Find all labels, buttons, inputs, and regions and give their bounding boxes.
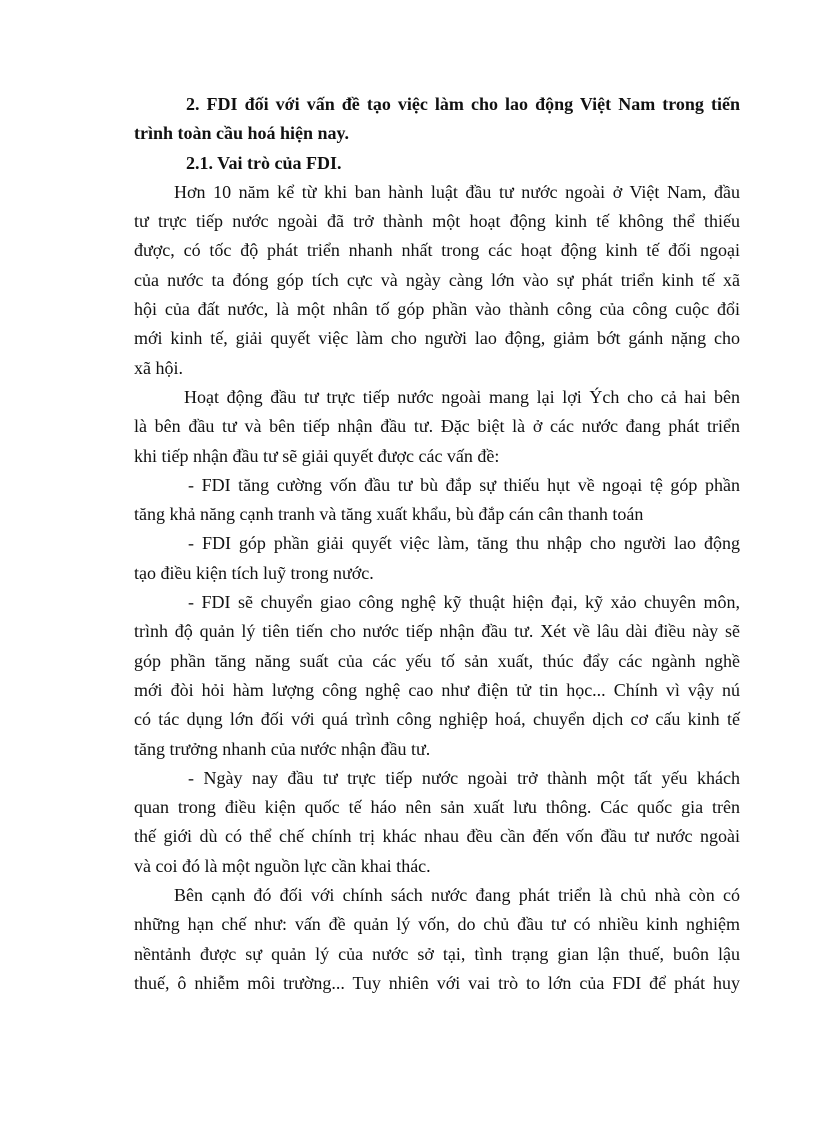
text-line: tạo điều kiện tích luỹ trong nước. — [134, 562, 374, 583]
section-heading-line-1: 2. FDI đối với vấn đề tạo việc làm cho lao động Việt Nam trong tiến — [186, 94, 740, 114]
text-line: Bên cạnh đó đối với chính sách nước đang phát triển là chủ nhà còn có — [174, 885, 740, 906]
text-line: - FDI sẽ chuyển giao công nghệ kỹ thuật hiện đại, kỹ xảo chuyên môn, — [188, 592, 740, 613]
document-page — [134, 90, 740, 998]
text-line: - FDI tăng cường vốn đầu tư bù đắp sự thiếu hụt về ngoại tệ góp phần — [188, 474, 740, 495]
text-line: và coi đó là một nguồn lực cần khai thác. — [134, 855, 431, 876]
text-line: nềntảnh được sự quản lý của nước sở tại, tình trạng gian lận thuế, buôn lậu — [134, 943, 740, 964]
text-line: hội của đất nước, là một nhân tố góp phần vào thành công của công cuộc đổi — [134, 299, 740, 320]
bullet-technology — [134, 588, 740, 764]
text-line: quan trong điều kiện quốc tế háo nên sản xuất lưu thông. Các quốc gia trên — [134, 797, 740, 818]
text-line: - Ngày nay đầu tư trực tiếp nước ngoài trở thành một tất yếu khách — [188, 767, 740, 788]
subsection-heading: 2.1. Vai trò của FDI. — [186, 152, 342, 173]
text-line: tư trực tiếp nước ngoài đã trở thành một hoạt động kinh tế không thể thiếu — [134, 211, 740, 232]
paragraph-limitations — [134, 881, 740, 998]
bullet-globalization — [134, 764, 740, 881]
text-line: mới đòi hỏi hàm lượng công nghệ cao như điện tử tin học... Chính vì vậy nú — [134, 679, 740, 700]
text-line: thế giới dù có thể chế chính trị khác nhau đều cần đến vốn đầu tư nước ngoài — [134, 826, 740, 847]
bullet-capital — [134, 471, 740, 530]
text-line: thuế, ô nhiễm môi trường... Tuy nhiên với vai trò to lớn của FDI để phát huy — [134, 972, 740, 993]
text-line: trình độ quản lý tiên tiến cho nước tiếp nhận đầu tư. Xét về lâu dài điều này sẽ — [134, 621, 740, 642]
text-line: - FDI góp phần giải quyết việc làm, tăng thu nhập cho người lao động — [188, 533, 740, 554]
section-heading-line-2: trình toàn cầu hoá hiện nay. — [134, 123, 350, 144]
paragraph-intro — [134, 178, 740, 383]
text-line: xã hội. — [134, 357, 183, 378]
text-line: khi tiếp nhận đầu tư sẽ giải quyết được các vấn đề: — [134, 445, 500, 466]
text-line: tăng trưởng nhanh của nước nhận đầu tư. — [134, 738, 431, 759]
paragraph-benefits — [134, 383, 740, 471]
text-line: mới kinh tế, giải quyết việc làm cho người lao động, giảm bớt gánh nặng cho — [134, 328, 740, 349]
text-line: tăng khả năng cạnh tranh và tăng xuất khẩu, bù đắp cán cân thanh toán — [134, 504, 644, 525]
text-line: góp phần tăng năng suất của các yếu tố sản xuất, thúc đẩy các ngành nghề — [134, 650, 740, 671]
bullet-employment — [134, 529, 740, 588]
text-line: được, có tốc độ phát triển nhanh nhất trong các hoạt động kinh tế đối ngoại — [134, 240, 740, 261]
text-line: những hạn chế như: vấn đề quản lý vốn, do chủ đầu tư có nhiều kinh nghiệm — [134, 914, 740, 935]
text-line: Hoạt động đầu tư trực tiếp nước ngoài mang lại lợi Ých cho cả hai bên — [184, 386, 740, 407]
text-line: của nước ta đóng góp tích cực và ngày càng lớn vào sự phát triển kinh tế xã — [134, 269, 740, 290]
text-line: có tác dụng lớn đối với quá trình công nghiệp hoá, chuyển dịch cơ cấu kinh tế — [134, 709, 740, 730]
text-line: là bên đầu tư và bên tiếp nhận đầu tư. Đặc biệt là ở các nước đang phát triển — [134, 416, 740, 437]
text-line: Hơn 10 năm kể từ khi ban hành luật đầu tư nước ngoài ở Việt Nam, đầu — [174, 181, 740, 202]
